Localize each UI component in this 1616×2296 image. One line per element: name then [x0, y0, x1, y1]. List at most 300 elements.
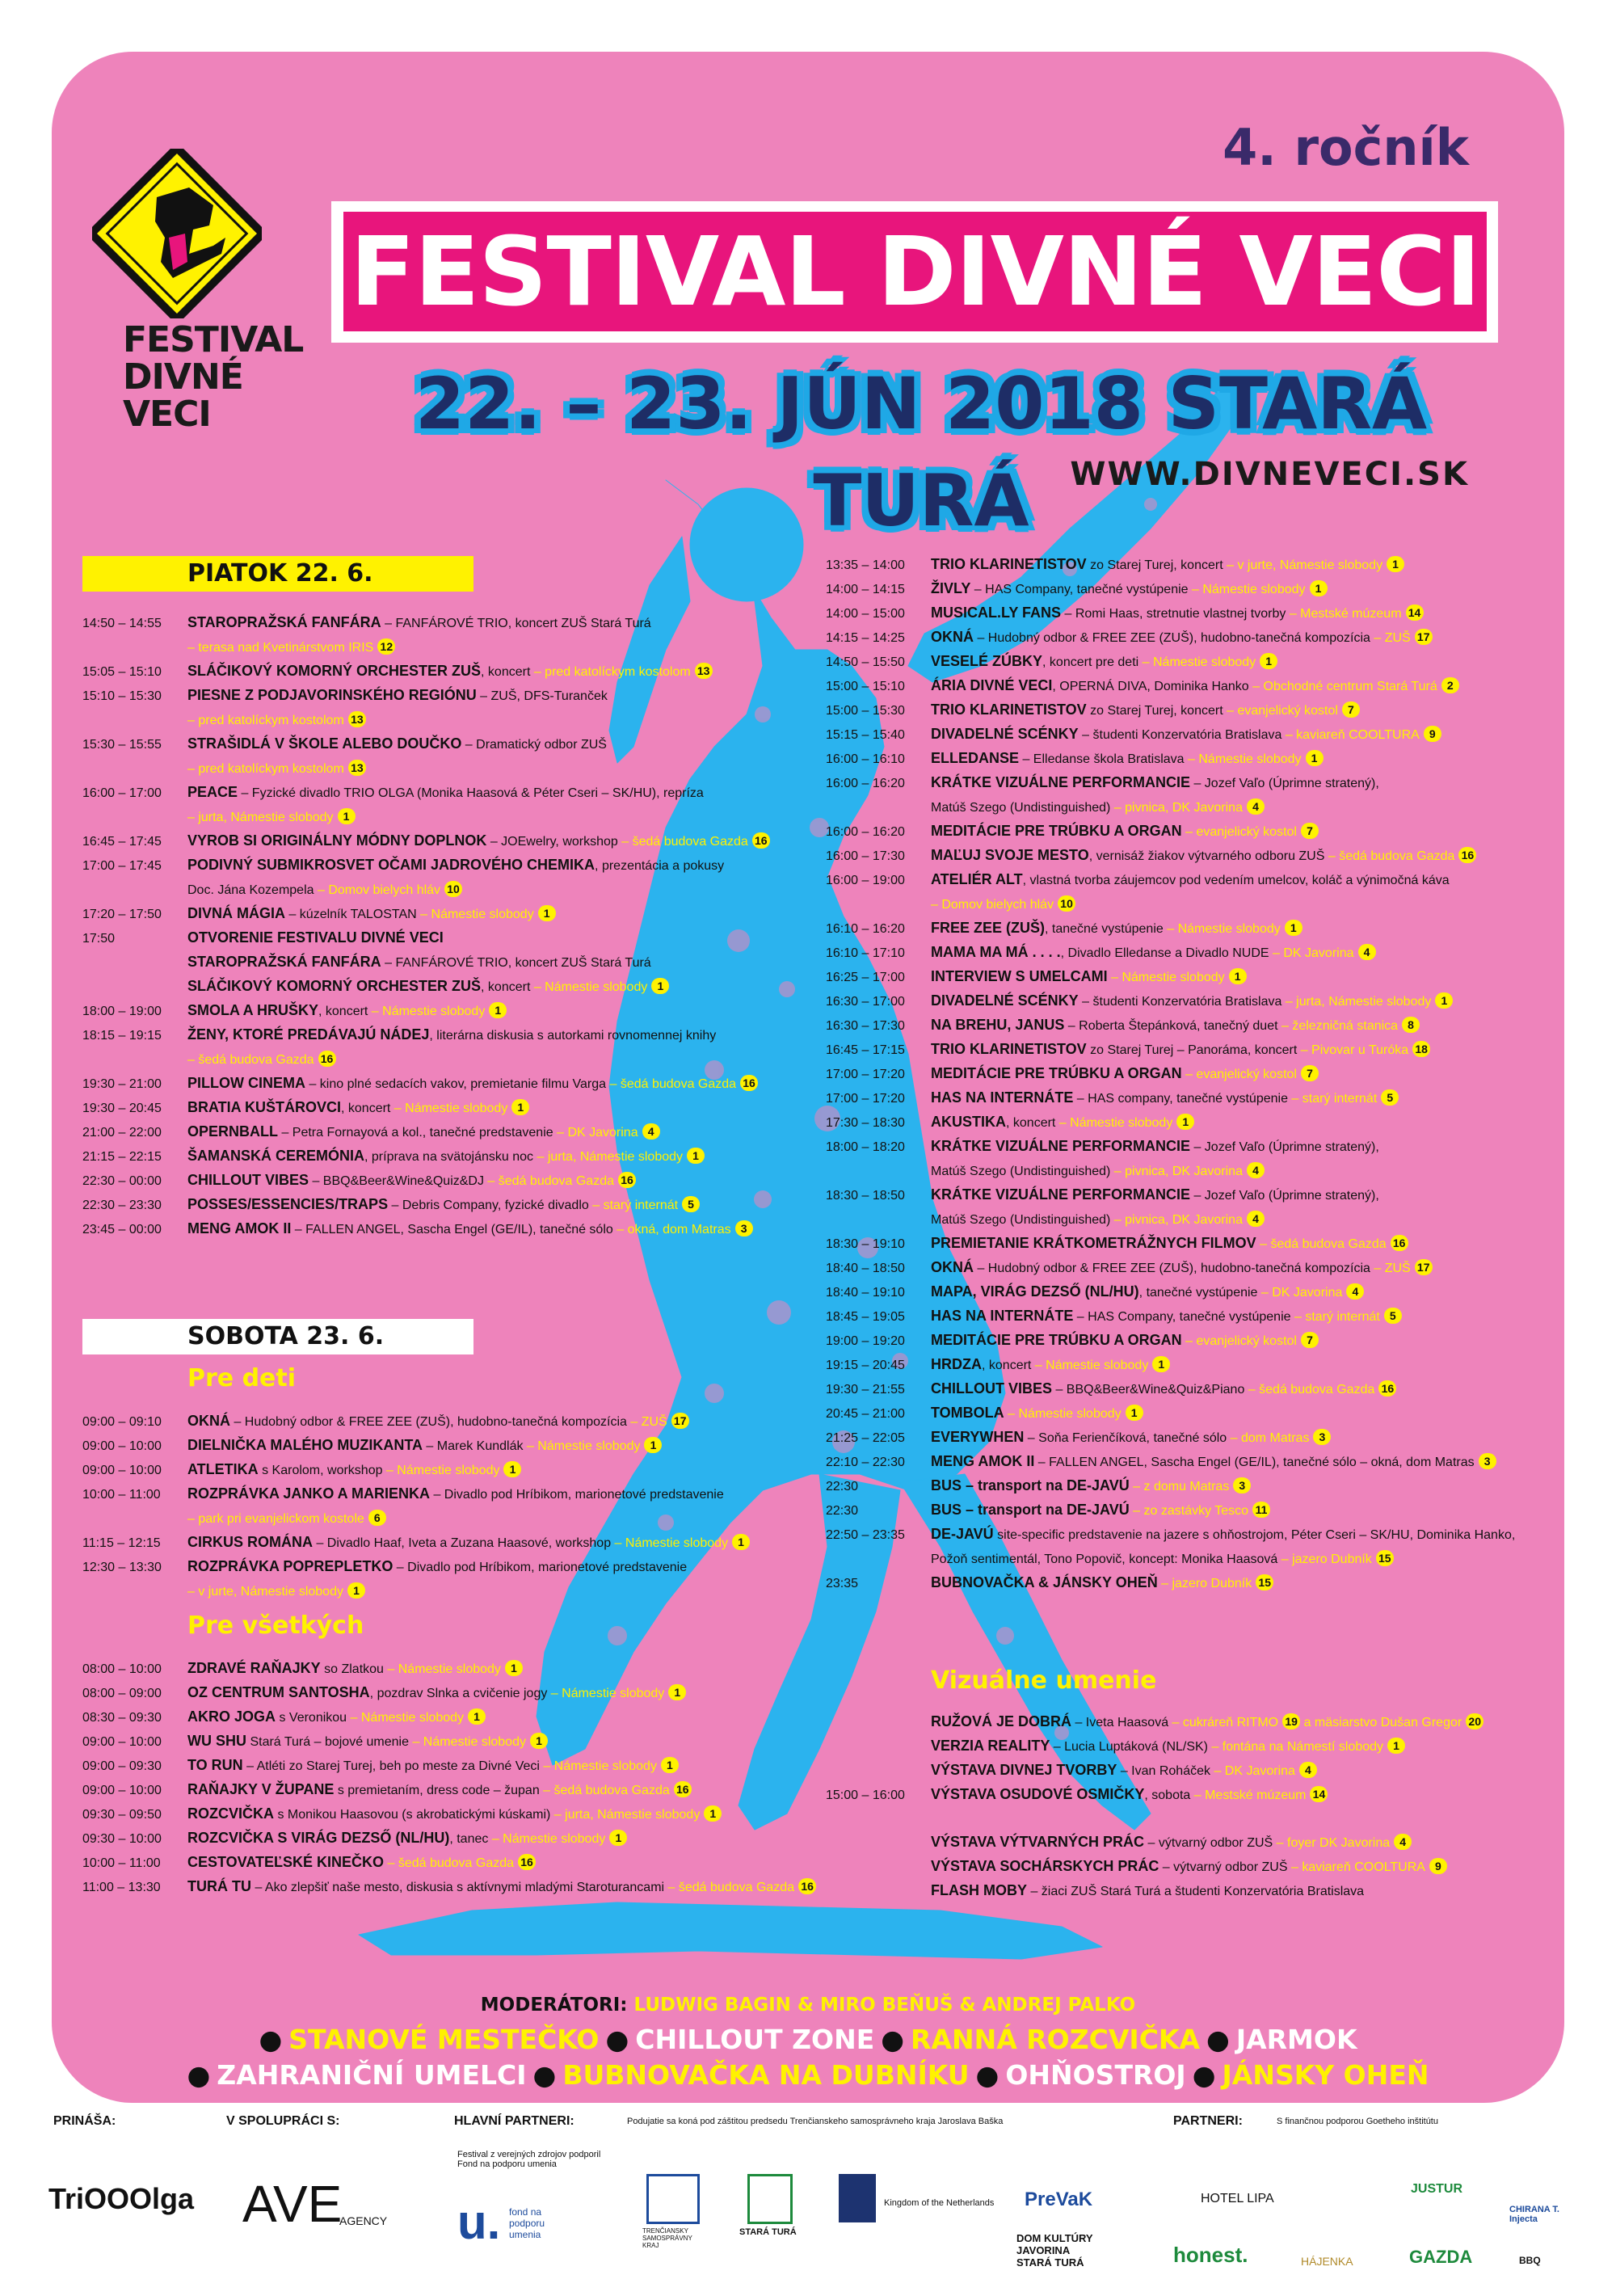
event-time: 16:10 – 17:10	[826, 946, 905, 960]
event-location: – DK Javorina	[1210, 1764, 1295, 1778]
event-location: – jazero Dubník	[1277, 1552, 1372, 1566]
netherlands-label: Kingdom of the Netherlands	[884, 2198, 995, 2208]
event-title: WU SHU	[187, 1733, 246, 1749]
location-number-badge: 17	[1415, 629, 1433, 645]
event-time: 16:30 – 17:30	[826, 1019, 905, 1033]
event-details: – Lucia Luptáková (NL/SK)	[1050, 1740, 1209, 1754]
event-location: – terasa nad Kvetinárstvom IRIS	[187, 641, 374, 655]
location-number-badge: 12	[377, 638, 395, 655]
location-number-badge: 16	[798, 1878, 816, 1894]
event-title: CHILLOUT VIBES	[931, 1380, 1053, 1397]
location-number-badge: 15	[1256, 1574, 1273, 1590]
schedule-row	[826, 698, 1553, 723]
event-time: 21:00 – 22:00	[82, 1126, 162, 1140]
location-number-badge: 1	[489, 1002, 507, 1018]
bullet-dot-icon: ●	[187, 2059, 211, 2091]
location-number-badge: 13	[348, 711, 366, 727]
schedule-row	[82, 1120, 858, 1144]
event-title: VESELÉ ZÚBKY	[931, 653, 1043, 669]
location-number-badge: 9	[1424, 726, 1441, 742]
location-number-badge: 13	[695, 663, 713, 679]
event-title: FREE ZEE (ZUŠ)	[931, 920, 1046, 936]
event-details: site-specific predstavenie na jazere s ohňostrojom, Péter Cseri – SK/HU, Dominika Hanko,	[993, 1528, 1516, 1542]
event-title: TO RUN	[187, 1757, 243, 1773]
event-location: – Mestské múzeum	[1190, 1788, 1307, 1802]
event-time: 18:40 – 19:10	[826, 1286, 905, 1300]
event-details: , vernisáž žiakov výtvarného odboru ZUŠ	[1088, 849, 1325, 863]
event-details: , koncert	[318, 1005, 368, 1018]
fund-note: Festival z verejných zdrojov podporil Fond na podporu umenia	[457, 2150, 601, 2169]
schedule-row	[826, 1759, 1553, 1783]
schedule-row	[82, 1072, 858, 1096]
schedule-row	[826, 1353, 1553, 1377]
event-time: 14:00 – 14:15	[826, 583, 905, 596]
location-number-badge: 16	[1391, 1235, 1408, 1251]
location-number-badge: 1	[1229, 968, 1247, 984]
schedule-row	[82, 1482, 858, 1506]
event-time: 13:35 – 14:00	[826, 558, 905, 572]
location-number-badge: 4	[1247, 1162, 1265, 1178]
event-time: 17:00 – 17:20	[826, 1068, 905, 1081]
event-title: PEACE	[187, 784, 238, 800]
event-details: , sobota	[1144, 1788, 1191, 1802]
website-link[interactable]: WWW.DIVNEVECI.SK	[1070, 456, 1469, 493]
event-location: – Námestie slobody	[488, 1832, 606, 1846]
kids-section-label: Pre deti	[187, 1364, 297, 1392]
schedule-row	[82, 1169, 858, 1193]
event-title: MUSICAL.LY FANS	[931, 605, 1062, 621]
visual-art-schedule	[826, 1710, 1553, 1903]
event-location: – park pri evanjelickom kostole	[187, 1512, 364, 1526]
event-time: 17:30 – 18:30	[826, 1116, 905, 1130]
schedule-row	[826, 1135, 1553, 1159]
event-details: – Marek Kundlák	[422, 1439, 524, 1453]
footer-hlavni-note: Podujatie sa koná pod záštitou predsedu Trenčianskeho samosprávneho kraja Jaroslava Baška	[627, 2117, 1004, 2126]
event-details: – Divadlo Haaf, Iveta a Zuzana Haasové, workshop	[313, 1536, 612, 1550]
poster-background	[52, 52, 1564, 2103]
event-details: , koncert	[481, 665, 531, 679]
event-details: s premietaním, dress code – župan	[334, 1784, 540, 1797]
event-details: zo Starej Turej, koncert	[1086, 558, 1223, 572]
event-title: MENG AMOK II	[931, 1453, 1035, 1469]
location-number-badge: 4	[1394, 1834, 1412, 1850]
location-number-badge: 1	[668, 1684, 686, 1700]
event-title: VÝSTAVA DIVNEJ TVORBY	[931, 1762, 1117, 1778]
event-details: , literárna diskusia s autorkami rovnomennej knihy	[429, 1029, 717, 1043]
fund-logo-icon: u.	[457, 2195, 501, 2249]
event-details: , koncert	[1006, 1116, 1056, 1130]
event-details: , tanec	[449, 1832, 489, 1846]
event-location: – kaviareň COOLTURA	[1287, 1860, 1425, 1874]
event-title: SLÁČIKOVÝ KOMORNÝ ORCHESTER ZUŠ	[187, 663, 482, 679]
schedule-row	[82, 1434, 858, 1458]
event-location: – šedá budova Gazda	[617, 835, 748, 849]
trencin-crest-icon	[646, 2174, 700, 2224]
location-number-badge: 13	[348, 760, 366, 776]
schedule-row	[826, 989, 1553, 1013]
schedule-row	[826, 1401, 1553, 1426]
event-details: , pozdrav Slnka a cvičenie jogy	[369, 1687, 548, 1700]
schedule-row	[82, 1851, 858, 1875]
schedule-row	[826, 1571, 1553, 1595]
event-title: OZ CENTRUM SANTOSHA	[187, 1684, 370, 1700]
event-location: – evanjelický kostol	[1181, 825, 1297, 839]
schedule-row	[82, 1506, 858, 1531]
event-time: 16:00 – 17:30	[826, 849, 905, 863]
event-location-extra: a mäsiarstvo Dušan Gregor	[1300, 1716, 1462, 1729]
event-location: – Námestie slobody	[383, 1662, 501, 1676]
event-title: EVERYWHEN	[931, 1429, 1025, 1445]
event-time: 16:00 – 16:10	[826, 752, 905, 766]
attraction-tag: JÁNSKY OHEŇ	[1222, 2059, 1429, 2091]
schedule-row	[826, 1013, 1553, 1038]
event-location: – ZUŠ	[626, 1415, 667, 1429]
location-number-badge: 16	[518, 1854, 536, 1870]
event-details: – JOEwelry, workshop	[486, 835, 618, 849]
attraction-tag: CHILLOUT ZONE	[635, 2024, 875, 2055]
event-title: VYROB SI ORIGINÁLNY MÓDNY DOPLNOK	[187, 832, 487, 849]
location-number-badge: 1	[468, 1708, 486, 1725]
event-title: TURÁ TU	[187, 1878, 251, 1894]
location-number-badge: 1	[1260, 653, 1277, 669]
event-time: 09:00 – 10:00	[82, 1464, 162, 1477]
location-number-badge: 1	[1285, 920, 1302, 936]
event-time: 15:00 – 15:10	[826, 680, 905, 693]
event-title: ELLEDANSE	[931, 750, 1020, 766]
event-details: – výtvarný odbor ZUŠ	[1159, 1860, 1288, 1874]
bullet-dot-icon: ●	[1192, 2059, 1216, 2091]
event-location: – Námestie slobody	[1004, 1407, 1122, 1421]
event-location: – Námestie slobody	[547, 1687, 665, 1700]
visual-art-section-label: Vizuálne umenie	[931, 1666, 1157, 1695]
event-title: DIVADELNÉ SCÉNKY	[931, 992, 1079, 1009]
location-number-badge: 2	[1441, 677, 1459, 693]
event-details: , koncert pre deti	[1042, 655, 1139, 669]
event-time: 22:50 – 23:35	[826, 1528, 905, 1542]
schedule-row	[826, 892, 1553, 916]
schedule-row	[82, 1458, 858, 1482]
event-location: – DK Javorina	[553, 1126, 638, 1140]
schedule-row	[82, 1705, 858, 1729]
schedule-row	[826, 844, 1553, 868]
event-title: CESTOVATEĽSKÉ KINEČKO	[187, 1854, 385, 1870]
event-details: – FALLEN ANGEL, Sascha Engel (GE/IL), tanečné sólo – okná, dom Matras	[1034, 1456, 1475, 1469]
fund-logo-text: fond na podporu umenia	[509, 2206, 545, 2240]
event-details: Doc. Jána Kozempela	[187, 883, 314, 897]
bullet-dot-icon: ●	[605, 2024, 629, 2055]
location-number-badge: 16	[318, 1051, 336, 1067]
location-number-badge: 1	[651, 978, 669, 994]
location-number-badge: 14	[1406, 605, 1424, 621]
schedule-row	[826, 1232, 1553, 1256]
event-location: – v jurte, Námestie slobody	[1223, 558, 1383, 572]
attraction-tag: STANOVÉ MESTEČKO	[288, 2024, 600, 2055]
edition-label: 4. ročník	[1223, 118, 1469, 177]
event-time: 16:45 – 17:45	[82, 835, 162, 849]
honest-logo: honest.	[1173, 2243, 1248, 2267]
schedule-row	[82, 1802, 858, 1826]
location-number-badge: 7	[1301, 1332, 1319, 1348]
event-title: HAS NA INTERNÁTE	[931, 1089, 1074, 1106]
festival-date: 22. – 23. JÚN 2018 STARÁ TURÁ	[415, 362, 1428, 542]
schedule-row	[826, 795, 1553, 819]
event-location: – cukráreň RITMO	[1168, 1716, 1279, 1729]
schedule-row	[82, 659, 858, 684]
event-time: 10:00 – 11:00	[82, 1856, 161, 1870]
event-title: TRIO KLARINETISTOV	[931, 556, 1087, 572]
event-time: 17:20 – 17:50	[82, 908, 162, 921]
event-title: NA BREHU, JANUS	[931, 1017, 1065, 1033]
event-details: – Roberta Štepánková, tanečný duet	[1064, 1019, 1278, 1033]
event-time: 15:05 – 15:10	[82, 665, 162, 679]
schedule-row	[826, 1377, 1553, 1401]
event-time: 14:00 – 15:00	[826, 607, 905, 621]
event-location: – Námestie slobody	[1184, 752, 1302, 766]
event-details: – FANFÁROVÉ TRIO, koncert ZUŠ Stará Turá	[381, 956, 651, 970]
event-details: – Jozef Vaľo (Úprimne stratený),	[1190, 1140, 1379, 1154]
event-location: – Námestie slobody	[611, 1536, 729, 1550]
logo-text-line-2: DIVNÉ	[123, 356, 243, 398]
event-details: zo Starej Turej, koncert	[1086, 704, 1223, 718]
event-location: – pred katolíckym kostolom	[187, 714, 344, 727]
stara-tura-crest-icon	[747, 2174, 793, 2224]
schedule-row	[826, 553, 1553, 577]
event-time: 17:00 – 17:45	[82, 859, 162, 873]
event-location: – Domov bielych hláv	[314, 883, 441, 897]
event-title: KRÁTKE VIZUÁLNE PERFORMANCIE	[931, 1186, 1191, 1203]
event-details: – Petra Fornayová a kol., tanečné predstavenie	[278, 1126, 553, 1140]
schedule-row	[82, 853, 858, 878]
location-number-badge: 4	[1346, 1283, 1364, 1300]
event-title: PREMIETANIE KRÁTKOMETRÁŽNYCH FILMOV	[931, 1235, 1256, 1251]
gazda-logo: GAZDA	[1409, 2247, 1473, 2267]
event-title: VÝSTAVA OSUDOVÉ OSMIČKY	[931, 1786, 1145, 1802]
event-location: – Námestie slobody	[1188, 583, 1306, 596]
event-title: AKUSTIKA	[931, 1114, 1006, 1130]
event-time: 16:30 – 17:00	[826, 995, 905, 1009]
schedule-row	[82, 1144, 858, 1169]
location-number-badge: 10	[444, 881, 462, 897]
schedule-row	[82, 829, 858, 853]
event-time: 22:10 – 22:30	[826, 1456, 905, 1469]
event-location: – šedá budova Gazda	[384, 1856, 515, 1870]
event-details: – Divadlo pod Hríbikom, marionetové predstavenie	[393, 1561, 688, 1574]
netherlands-crest-icon	[839, 2174, 876, 2222]
event-title: MAMA MA MÁ . . . .	[931, 944, 1061, 960]
event-details: , Divadlo Elledanse a Divadlo NUDE	[1060, 946, 1269, 960]
saturday-afternoon-schedule	[826, 553, 1553, 1595]
event-title: PIESNE Z PODJAVORINSKÉHO REGIÓNU	[187, 687, 477, 703]
event-title: ŠAMANSKÁ CEREMÓNIA	[187, 1148, 365, 1164]
footer-label-spolupraca: V SPOLUPRÁCI S:	[226, 2114, 340, 2128]
event-time: 15:15 – 15:40	[826, 728, 905, 742]
event-time: 18:30 – 18:50	[826, 1189, 905, 1203]
event-details: , príprava na svätojánsku noc	[364, 1150, 534, 1164]
schedule-row	[826, 1547, 1553, 1571]
event-time: 14:50 – 14:55	[82, 617, 162, 630]
event-title: MEDITÁCIE PRE TRÚBKU A ORGAN	[931, 1332, 1182, 1348]
event-title: OTVORENIE FESTIVALU DIVNÉ VECI	[187, 929, 444, 946]
dk-javorina-logo: DOM KULTÚRY JAVORINA STARÁ TURÁ	[1016, 2232, 1093, 2269]
event-location: – foyer DK Javorina	[1273, 1836, 1391, 1850]
event-time: 19:15 – 20:45	[826, 1359, 905, 1372]
location-number-badge: 1	[503, 1461, 521, 1477]
schedule-row	[826, 1038, 1553, 1062]
event-title: PILLOW CINEMA	[187, 1075, 305, 1091]
location-number-badge: 17	[1415, 1259, 1433, 1275]
event-time: 22:30	[826, 1504, 859, 1518]
location-number-badge: 1	[1387, 556, 1404, 572]
event-details: – Divadlo pod Hríbikom, marionetové predstavenie	[430, 1488, 724, 1502]
event-time: 20:45 – 21:00	[826, 1407, 905, 1421]
location-number-badge: 16	[618, 1172, 636, 1188]
event-time: 09:30 – 09:50	[82, 1808, 162, 1822]
event-title: RAŇAJKY V ŽUPANE	[187, 1781, 335, 1797]
event-details: Požoň sentimentál, Tono Popovič, koncept: Monika Haasová	[931, 1552, 1278, 1566]
event-title: MENG AMOK II	[187, 1220, 292, 1236]
location-number-badge: 1	[505, 1660, 523, 1676]
event-title: MAPA, VIRÁG DEZSŐ (NL/HU)	[931, 1283, 1139, 1300]
event-details: – Iveta Haasová	[1071, 1716, 1169, 1729]
schedule-row	[826, 771, 1553, 795]
event-details: – BBQ&Beer&Wine&Quiz&Piano	[1052, 1383, 1245, 1397]
event-title: MEDITÁCIE PRE TRÚBKU A ORGAN	[931, 823, 1182, 839]
event-title: MEDITÁCIE PRE TRÚBKU A ORGAN	[931, 1065, 1182, 1081]
bbq-logo: BBQ	[1519, 2255, 1541, 2266]
event-location: – Námestie slobody	[1055, 1116, 1173, 1130]
trioolga-logo: TriOOOlga	[48, 2182, 195, 2215]
event-details: – Ako zlepšiť naše mesto, diskusia s aktívnymi mladými Staroturancami	[251, 1881, 665, 1894]
schedule-row	[82, 950, 858, 975]
schedule-row	[826, 1734, 1553, 1759]
event-title: DIELNIČKA MALÉHO MUZIKANTA	[187, 1437, 423, 1453]
event-details: s Monikou Haasovou (s akrobatickými kúskami)	[274, 1808, 551, 1822]
event-title: KRÁTKE VIZUÁLNE PERFORMANCIE	[931, 1138, 1191, 1154]
event-details: , OPERNÁ DIVA, Dominika Hanko	[1052, 680, 1249, 693]
event-details: , tanečné vystúpenie	[1138, 1286, 1258, 1300]
event-title: BRATIA KUŠTÁROVCI	[187, 1099, 341, 1115]
bullet-dot-icon: ●	[1206, 2024, 1230, 2055]
event-time: 16:00 – 17:00	[82, 786, 162, 800]
event-time: 22:30 – 00:00	[82, 1174, 162, 1188]
event-title: ATELIÉR ALT	[931, 871, 1023, 887]
location-number-badge: 4	[1247, 1211, 1265, 1227]
schedule-row	[826, 626, 1553, 650]
event-details: – BBQ&Beer&Wine&Quiz&DJ	[309, 1174, 484, 1188]
schedule-row	[826, 1855, 1553, 1879]
event-time: 11:00 – 13:30	[82, 1881, 161, 1894]
schedule-row	[826, 868, 1553, 892]
event-details: Matúš Szego (Undistinguished)	[931, 1165, 1111, 1178]
schedule-row	[826, 1086, 1553, 1110]
event-time: 18:30 – 19:10	[826, 1237, 905, 1251]
event-time: 21:25 – 22:05	[826, 1431, 905, 1445]
event-time: 23:45 – 00:00	[82, 1223, 162, 1236]
event-details: – Romi Haas, stretnutie vlastnej tvorby	[1061, 607, 1286, 621]
schedule-row	[82, 684, 858, 708]
schedule-row	[82, 975, 858, 999]
event-details: Matúš Szego (Undistinguished)	[931, 1213, 1111, 1227]
event-time: 15:10 – 15:30	[82, 689, 162, 703]
event-details: , vlastná tvorba záujemcov pod vedením umelcov, koláč a výnimočná káva	[1022, 874, 1450, 887]
event-location: – šedá budova Gazda	[539, 1784, 670, 1797]
schedule-row	[826, 965, 1553, 989]
event-details: s Karolom, workshop	[258, 1464, 383, 1477]
attraction-tag: OHŇOSTROJ	[1005, 2059, 1186, 2091]
hotel-lipa-logo: HOTEL LIPA	[1201, 2192, 1274, 2205]
location-number-badge: 1	[511, 1099, 529, 1115]
moderators-names: LUDWIG BAGIN & MIRO BEŇUŠ & ANDREJ PALKO	[633, 1995, 1136, 2016]
event-details: – kino plné sedacích vakov, premietanie filmu Varga	[305, 1077, 607, 1091]
schedule-row	[826, 1280, 1553, 1304]
event-location: – evanjelický kostol	[1223, 704, 1338, 718]
event-time: 16:00 – 16:20	[826, 825, 905, 839]
event-location: – pivnica, DK Javorina	[1110, 801, 1243, 815]
schedule-row	[826, 650, 1553, 674]
location-number-badge: 7	[1301, 823, 1319, 839]
event-location: – Námestie slobody	[390, 1102, 508, 1115]
event-details: , koncert	[481, 980, 531, 994]
event-location: – DK Javorina	[1269, 946, 1354, 960]
event-time: 16:10 – 16:20	[826, 922, 905, 936]
location-number-badge: 1	[1152, 1356, 1170, 1372]
schedule-row	[826, 674, 1553, 698]
schedule-row	[82, 1096, 858, 1120]
event-details: zo Starej Turej – Panoráma, koncert	[1086, 1043, 1298, 1057]
event-time: 21:15 – 22:15	[82, 1150, 162, 1164]
event-title: ATLETIKA	[187, 1461, 259, 1477]
event-title: ROZCVIČKA S VIRÁG DEZSŐ (NL/HU)	[187, 1830, 450, 1846]
event-time: 11:15 – 12:15	[82, 1536, 161, 1550]
event-time: 16:45 – 17:15	[826, 1043, 905, 1057]
bullet-dot-icon: ●	[881, 2024, 905, 2055]
location-number-badge: 3	[735, 1220, 753, 1236]
event-time: 14:15 – 14:25	[826, 631, 905, 645]
event-location: – Námestie slobody	[1107, 971, 1225, 984]
event-time: 18:15 – 19:15	[82, 1029, 162, 1043]
schedule-row	[82, 635, 858, 659]
stara-tura-label: STARÁ TURÁ	[739, 2227, 797, 2237]
schedule-row	[82, 926, 858, 950]
location-number-badge: 6	[368, 1510, 386, 1526]
event-title: TOMBOLA	[931, 1405, 1004, 1421]
location-number-badge: 9	[1429, 1858, 1447, 1874]
festival-title: FESTIVAL DIVNÉ VECI	[343, 212, 1487, 331]
ave-logo: AVE	[242, 2175, 343, 2233]
bullet-dot-icon: ●	[975, 2059, 999, 2091]
location-number-badge: 1	[1126, 1405, 1143, 1421]
event-location: – Námestie slobody	[530, 980, 648, 994]
event-title: HRDZA	[931, 1356, 982, 1372]
schedule-row	[82, 781, 858, 805]
schedule-row	[826, 1710, 1553, 1734]
schedule-row	[826, 601, 1553, 626]
event-details: Stará Turá – bojové umenie	[246, 1735, 410, 1749]
attraction-tag: RANNÁ ROZCVIČKA	[911, 2024, 1201, 2055]
location-number-badge: 1	[347, 1582, 365, 1599]
trencin-label: TRENČIANSKY SAMOSPRÁVNY KRAJ	[642, 2227, 692, 2249]
location-number-badge: 17	[671, 1413, 689, 1429]
schedule-row	[826, 1159, 1553, 1183]
event-location: – Námestie slobody	[1163, 922, 1281, 936]
ave-agency-label: AGENCY	[339, 2214, 388, 2227]
location-number-badge: 20	[1466, 1713, 1483, 1729]
location-number-badge: 16	[752, 832, 770, 849]
event-details: – žiaci ZUŠ Stará Turá a študenti Konzervatória Bratislava	[1027, 1885, 1365, 1898]
event-location: – šedá budova Gazda	[606, 1077, 737, 1091]
event-location: – Domov bielych hláv	[931, 898, 1054, 912]
schedule-row	[82, 732, 858, 756]
